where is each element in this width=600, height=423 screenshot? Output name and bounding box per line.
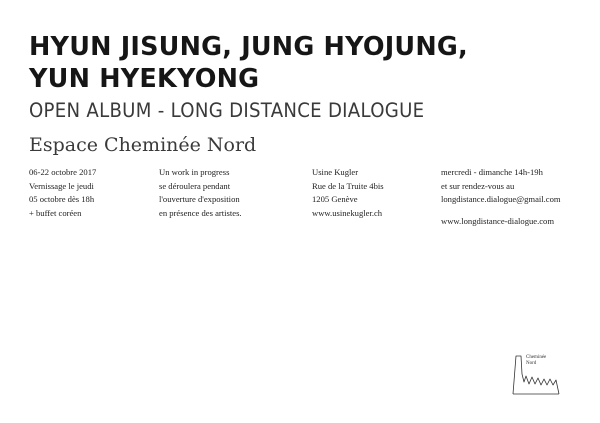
address-column [312,166,384,220]
program-line-4: en présence des artistes. [159,207,242,218]
program-line-2: se déroulera pendant [159,180,231,191]
vernissage-date: 05 octobre dès 18h [29,194,95,205]
opening-hours: mercredi - dimanche 14h-19h [441,167,543,177]
dates-column [29,166,96,220]
appointment-note: et sur rendez-vous au [441,180,515,191]
artists-line-1: HYUN JISUNG, JUNG HYOJUNG, [29,32,468,62]
address-name: Usine Kugler [312,167,359,177]
program-column [159,166,242,220]
contact-email-link[interactable]: longdistance.dialogue@gmail.com [441,194,561,205]
cheminee-nord-logo [505,352,577,396]
program-line-3: l'ouverture d'exposition [159,194,240,205]
address-city: 1205 Genève [312,194,358,205]
project-website-link[interactable]: www.longdistance-dialogue.com [441,215,555,226]
address-website-link[interactable]: www.usinekugler.ch [312,207,383,218]
exhibition-title: OPEN ALBUM - LONG DISTANCE DIALOGUE [29,99,425,122]
exhibition-period: 06-22 octobre 2017 [29,167,97,177]
buffet-note: + buffet coréen [29,207,82,218]
spacer [441,207,561,215]
logo-text-line-2: Nord [526,361,537,366]
address-street: Rue de la Truite 4bis [312,180,384,191]
vernissage-label: Vernissage le jeudi [29,180,94,191]
artists-heading [29,31,468,95]
logo-text-line-1: Cheminée [526,355,547,360]
venue-name: Espace Cheminée Nord [29,134,257,156]
program-line-1: Un work in progress [159,167,230,177]
hours-column [441,166,561,228]
artists-line-2: YUN HYEKYONG [29,64,260,94]
